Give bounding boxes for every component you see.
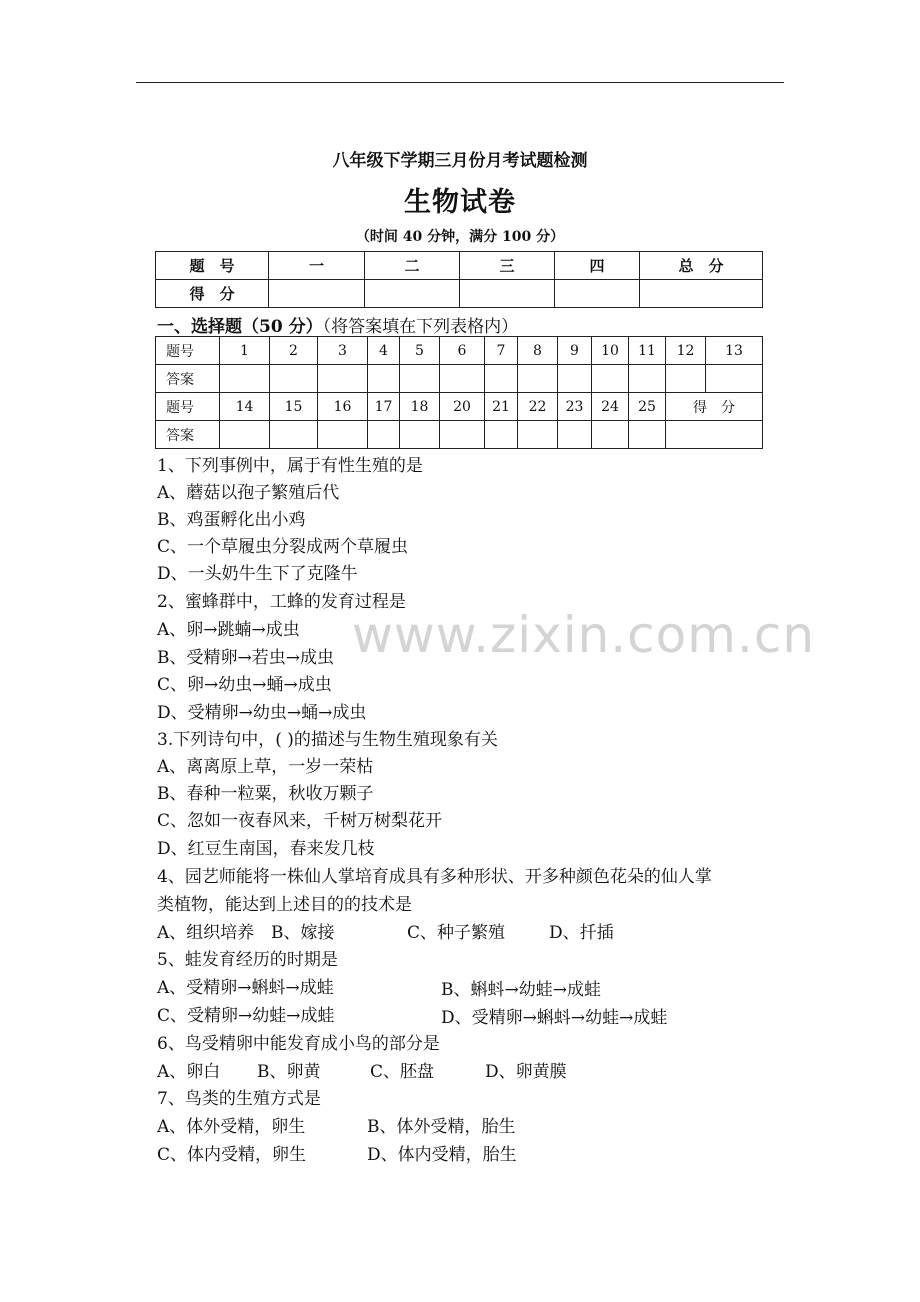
answer-cell: 9 <box>558 337 592 365</box>
question-stem: 7、鸟类的生殖方式是 <box>157 1089 321 1109</box>
answer-cell: 答案 <box>156 421 220 449</box>
answer-blank[interactable] <box>440 421 485 449</box>
section-title: 一、选择题（50 分） <box>157 317 323 337</box>
answer-cell: 得 分 <box>666 393 763 421</box>
score-cell: 题 号 <box>156 252 269 280</box>
question-option: A、体外受精，卵生 <box>157 1117 306 1137</box>
answer-cell: 1 <box>220 337 270 365</box>
answer-cell: 23 <box>558 393 592 421</box>
answer-cell: 21 <box>485 393 518 421</box>
answer-cell: 13 <box>706 337 763 365</box>
answer-cell: 7 <box>485 337 518 365</box>
question-option: B、嫁接 <box>271 923 335 943</box>
score-cell: 二 <box>365 252 460 280</box>
answer-cell: 5 <box>400 337 440 365</box>
answer-blank[interactable] <box>440 365 485 393</box>
answer-cell: 11 <box>629 337 666 365</box>
answer-blank-row <box>156 365 763 393</box>
exam-title: 生物试卷 <box>404 187 516 218</box>
question-option: C、胚盘 <box>370 1062 435 1082</box>
top-rule <box>136 82 784 83</box>
answer-cell: 17 <box>368 393 400 421</box>
answer-blank[interactable] <box>518 365 558 393</box>
question-option: C、种子繁殖 <box>407 923 506 943</box>
question-option: C、一个草履虫分裂成两个草履虫 <box>157 537 409 557</box>
answer-blank-row <box>156 421 763 449</box>
score-value-row <box>156 280 763 308</box>
score-cell: 得 分 <box>156 280 269 308</box>
time-note: （时间 40 分钟，满分 100 分） <box>355 229 565 245</box>
question-option: D、扦插 <box>549 923 614 943</box>
answer-blank[interactable] <box>518 421 558 449</box>
answer-blank[interactable] <box>220 421 270 449</box>
exam-subtitle: 八年级下学期三月份月考试题检测 <box>332 151 588 171</box>
answer-blank[interactable] <box>318 365 368 393</box>
question-option: B、春种一粒粟，秋收万颗子 <box>157 784 374 804</box>
answer-cell: 20 <box>440 393 485 421</box>
question-stem: 1、下列事例中，属于有性生殖的是 <box>157 456 423 476</box>
answer-blank[interactable] <box>666 365 706 393</box>
question-stem: 3.下列诗句中，( )的描述与生物生殖现象有关 <box>157 730 498 750</box>
score-blank[interactable] <box>640 280 763 308</box>
answer-blank[interactable] <box>368 365 400 393</box>
answer-table <box>155 336 763 449</box>
answer-blank[interactable] <box>592 421 629 449</box>
answer-cell: 题号 <box>156 337 220 365</box>
answer-blank[interactable] <box>666 421 763 449</box>
question-stem: 6、鸟受精卵中能发育成小鸟的部分是 <box>157 1034 440 1054</box>
section-note: （将答案填在下列表格内） <box>322 317 519 337</box>
answer-blank[interactable] <box>629 365 666 393</box>
answer-cell: 题号 <box>156 393 220 421</box>
question-option: A、卵→跳蝻→成虫 <box>157 620 300 640</box>
question-option: A、蘑菇以孢子繁殖后代 <box>157 483 340 503</box>
answer-blank[interactable] <box>400 421 440 449</box>
question-option: D、红豆生南国，春来发几枝 <box>157 839 375 859</box>
answer-cell: 4 <box>368 337 400 365</box>
score-cell: 四 <box>555 252 640 280</box>
score-blank[interactable] <box>269 280 365 308</box>
answer-cell: 18 <box>400 393 440 421</box>
question-option: A、卵白 <box>157 1062 221 1082</box>
score-table <box>155 251 763 308</box>
question-stem-continued: 类植物，能达到上述目的的技术是 <box>157 895 412 915</box>
answer-cell: 22 <box>518 393 558 421</box>
answer-blank[interactable] <box>368 421 400 449</box>
answer-blank[interactable] <box>706 365 763 393</box>
question-option: A、离离原上草，一岁一荣枯 <box>157 757 374 777</box>
answer-blank[interactable] <box>592 365 629 393</box>
answer-blank[interactable] <box>270 365 318 393</box>
answer-cell: 12 <box>666 337 706 365</box>
answer-cell: 答案 <box>156 365 220 393</box>
score-cell: 三 <box>460 252 555 280</box>
answer-cell: 14 <box>220 393 270 421</box>
question-option: A、受精卵→蝌蚪→成蛙 <box>157 978 334 998</box>
answer-blank[interactable] <box>558 421 592 449</box>
answer-blank[interactable] <box>558 365 592 393</box>
answer-cell: 8 <box>518 337 558 365</box>
question-stem: 2、蜜蜂群中，工蜂的发育过程是 <box>157 592 406 612</box>
question-option: D、卵黄膜 <box>485 1062 567 1082</box>
question-option: B、受精卵→若虫→成虫 <box>157 648 334 668</box>
question-option: C、卵→幼虫→蛹→成虫 <box>157 675 332 695</box>
question-option: A、组织培养 <box>157 923 255 943</box>
answer-blank[interactable] <box>400 365 440 393</box>
answer-blank[interactable] <box>318 421 368 449</box>
answer-blank[interactable] <box>270 421 318 449</box>
answer-cell: 2 <box>270 337 318 365</box>
score-blank[interactable] <box>460 280 555 308</box>
answer-blank[interactable] <box>485 365 518 393</box>
watermark: www.zixin.com.cn <box>352 606 816 664</box>
answer-blank[interactable] <box>485 421 518 449</box>
question-stem: 5、蛙发育经历的时期是 <box>157 950 338 970</box>
score-blank[interactable] <box>555 280 640 308</box>
answer-cell: 16 <box>318 393 368 421</box>
question-option: B、卵黄 <box>257 1062 321 1082</box>
answer-blank[interactable] <box>220 365 270 393</box>
question-option: D、一头奶牛生下了克隆牛 <box>157 564 358 584</box>
question-option: C、忽如一夜春风来，千树万树梨花开 <box>157 811 443 831</box>
question-option: B、蝌蚪→幼蛙→成蛙 <box>441 980 601 1000</box>
question-option: B、体外受精，胎生 <box>367 1117 516 1137</box>
question-option: C、受精卵→幼蛙→成蛙 <box>157 1006 335 1026</box>
question-option: D、受精卵→幼虫→蛹→成虫 <box>157 703 367 723</box>
answer-cell: 24 <box>592 393 629 421</box>
score-blank[interactable] <box>365 280 460 308</box>
question-option: D、体内受精，胎生 <box>367 1145 517 1165</box>
question-stem: 4、园艺师能将一株仙人掌培育成具有多种形状、开多种颜色花朵的仙人掌 <box>157 867 712 887</box>
answer-cell: 3 <box>318 337 368 365</box>
score-cell: 总 分 <box>640 252 763 280</box>
answer-number-row <box>156 393 763 421</box>
answer-blank[interactable] <box>629 421 666 449</box>
section-heading <box>157 312 518 337</box>
answer-cell: 10 <box>592 337 629 365</box>
question-option: C、体内受精，卵生 <box>157 1145 307 1165</box>
answer-cell: 25 <box>629 393 666 421</box>
answer-cell: 15 <box>270 393 318 421</box>
answer-number-row <box>156 337 763 365</box>
score-cell: 一 <box>269 252 365 280</box>
question-option: D、受精卵→蝌蚪→幼蛙→成蛙 <box>441 1008 668 1028</box>
question-option: B、鸡蛋孵化出小鸡 <box>157 510 306 530</box>
score-header-row <box>156 252 763 280</box>
answer-cell: 6 <box>440 337 485 365</box>
